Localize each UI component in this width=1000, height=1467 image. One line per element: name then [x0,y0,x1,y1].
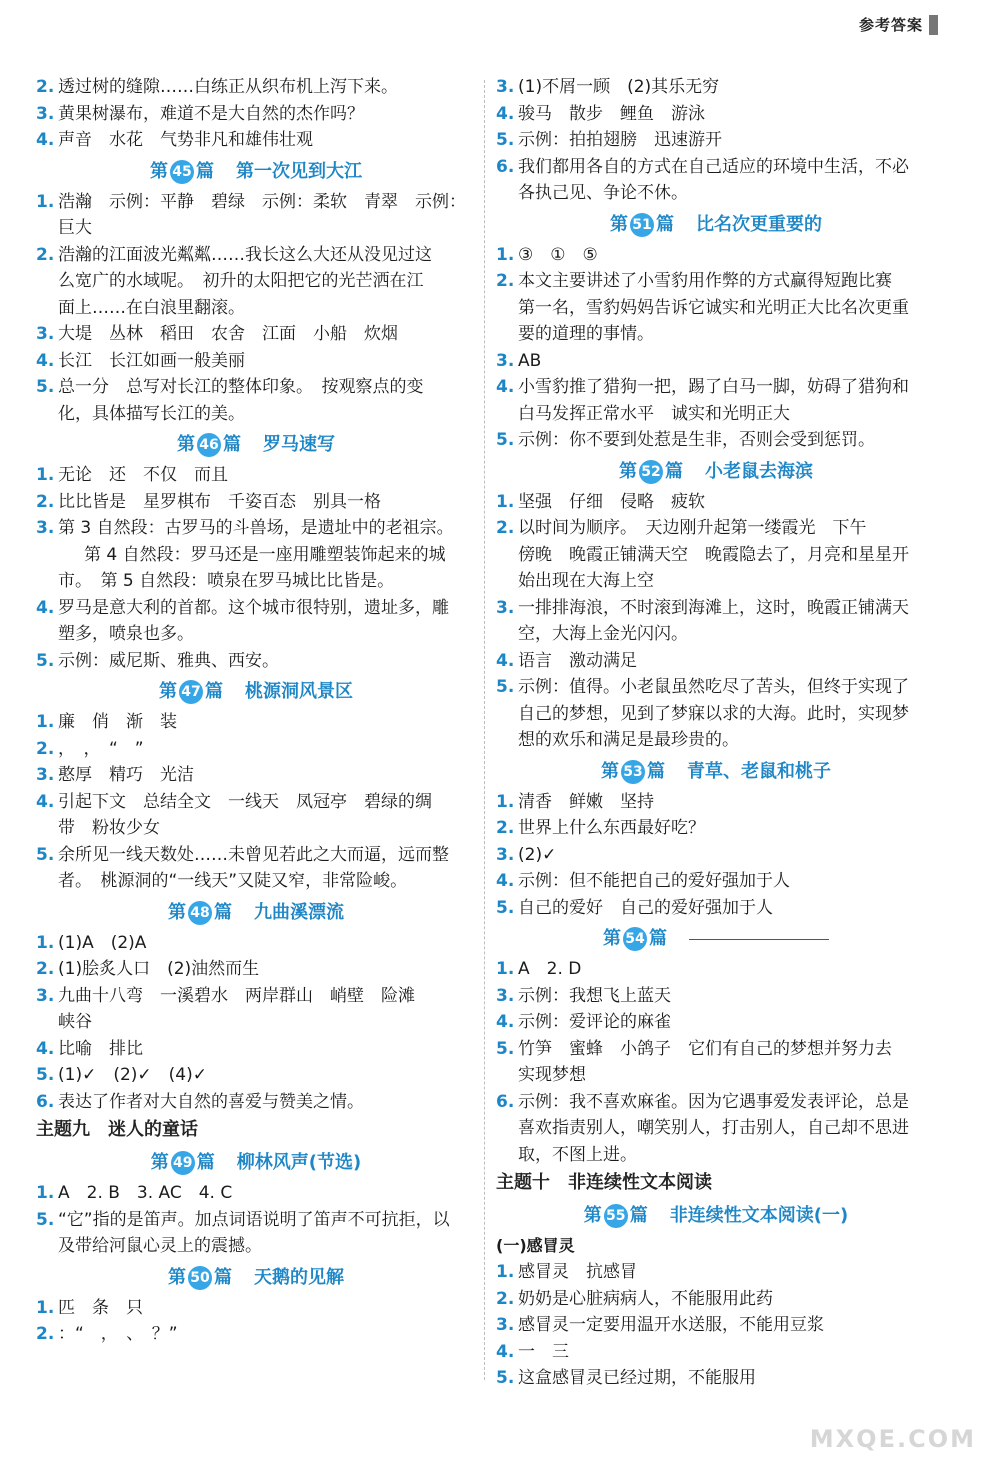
answer-text: AB [518,350,542,371]
answer-text: 我们都用各自的方式在自己适应的环境中生活，不必 [518,156,909,177]
answer-number: 5. [496,130,515,150]
answer-number: 3. [36,103,55,124]
answer-line [36,789,476,816]
answer-line [36,1295,476,1322]
answer-continuation: 峡谷 [58,1012,92,1032]
answer-number: 4. [36,791,55,812]
answer-line [496,127,936,154]
answer-continuation: 市。 第 5 自然段：喷泉在罗马城比比皆是。 [58,571,395,591]
answer-line [36,956,476,983]
section-prefix: 第 [168,901,186,923]
answer-number: 6. [36,1091,55,1112]
answer-line [496,842,936,869]
answer-line [36,189,476,216]
header-label: 参考答案 [858,16,923,34]
answer-number: 2. [36,77,55,97]
answer-line [496,789,936,816]
answer-text: 示例：值得。小老鼠虽然吃尽了苦头，但终于实现了 [518,677,909,697]
answer-continuation: 带 粉妆少女 [58,818,160,838]
answer-number: 5. [36,650,55,671]
section-suffix: 篇 [629,1205,648,1226]
section-heading [496,456,936,487]
answer-text: 坚强 仔细 侵略 疲软 [518,491,705,512]
answer-number: 4. [36,350,55,371]
answer-number: 5. [496,430,515,450]
answer-text: (2)✓ [518,844,557,865]
section-title: 桃源洞风景区 [245,681,353,702]
answer-text: 本文主要讲述了小雪豹用作弊的方式赢得短跑比赛 [518,271,892,291]
answer-number: 1. [496,491,515,512]
answer-continuation: 始出现在大海上空 [518,571,654,591]
answer-number: 2. [36,738,55,759]
section-number-badge: 49 [171,1151,195,1175]
answer-number: 2. [36,244,55,265]
answer-number: 3. [496,844,515,865]
answer-text: 比喻 排比 [58,1038,143,1059]
answer-line [36,127,476,154]
section-title: 小老鼠去海滨 [705,460,813,482]
answer-continuation: 么宽广的水域呢。 初升的太阳把它的光芒洒在江 [58,271,424,291]
answer-text: 世界上什么东西最好吃？ [518,818,705,838]
section-suffix: 篇 [205,681,223,702]
answer-number: 4. [496,103,515,124]
answer-text: 示例：威尼斯、雅典、西安。 [58,650,279,671]
answer-text: (1)脍炙人口 (2)油然而生 [58,959,260,979]
answer-text: ③ ① ⑤ [518,244,598,265]
section-prefix: 第 [603,928,621,949]
answer-line [36,462,476,489]
answer-line [36,242,476,269]
answer-number: 1. [496,791,515,812]
header-marker [929,15,938,35]
answer-line [36,1089,476,1116]
answer-line [496,868,936,895]
answer-line [496,1312,936,1339]
answer-line [36,515,476,542]
section-prefix: 第 [150,1152,169,1173]
answer-continuation: 化，具体描写长江的美。 [58,403,245,424]
answer-number: 5. [496,677,515,697]
answer-text: 竹笋 蜜蜂 小鸽子 它们有自己的梦想并努力去 [518,1038,892,1059]
answer-continuation: 喜欢指责别人，嘲笑别人，打击别人，自己却不思进 [518,1118,909,1138]
answer-number: 3. [496,350,515,371]
section-title: 非连续性文本阅读(一) [669,1205,849,1226]
answer-text: 长江 长江如画一般美丽 [58,350,245,371]
answer-line [496,427,936,454]
answer-line [496,74,936,101]
answer-line [496,1286,936,1313]
answer-line [36,1036,476,1063]
answer-text: 廉 俏 渐 装 [58,712,177,732]
section-number-badge: 53 [621,760,645,784]
answer-number: 5. [36,1209,55,1230]
answer-text: 罗马是意大利的首都。这个城市很特别，遗址多，雕 [58,597,449,618]
theme-heading: 主题九 迷人的童话 [36,1119,198,1140]
section-title: 九曲溪漂流 [254,901,344,923]
answer-line [36,1180,476,1207]
section-prefix: 第 [601,760,619,782]
section-heading [36,676,476,707]
section-suffix: 篇 [665,460,683,482]
answer-number: 5. [36,377,55,397]
answer-line [496,101,936,128]
answer-text: 第 3 自然段：古罗马的斗兽场，是遗址中的老祖宗。 [58,518,454,538]
answer-number: 5. [36,1065,55,1085]
answer-number: 2. [496,1288,515,1309]
section-prefix: 第 [168,1266,186,1288]
answer-number: 1. [36,932,55,953]
answer-number: 4. [496,871,515,891]
answer-text: 余所见一线天数处……未曾见若此之大而逼，远而整 [58,844,449,865]
section-prefix: 第 [583,1205,602,1226]
section-number-badge: 46 [197,433,221,457]
section-number-badge: 45 [170,160,194,184]
answer-continuation: 第一名，雪豹妈妈告诉它诚实和光明正大比名次更重 [518,297,909,318]
section-number-badge: 50 [188,1266,212,1290]
section-title: 天鹅的见解 [254,1266,344,1288]
answer-number: 5. [496,897,515,918]
left-column [36,74,476,1348]
section-heading [496,1200,936,1231]
answer-line [496,1089,936,1116]
answer-line [36,348,476,375]
answer-text: 示例：但不能把自己的爱好强加于人 [518,871,790,891]
answer-text: 奶奶是心脏病病人，不能服用此药 [518,1288,773,1309]
answer-continuation: 取，不图上进。 [518,1144,637,1165]
answer-number: 6. [496,1091,515,1112]
answer-number: 3. [496,597,515,618]
answer-line [496,983,936,1010]
section-number-badge: 47 [179,680,203,704]
answer-text: 清香 鲜嫩 坚持 [518,791,654,812]
section-prefix: 第 [610,213,628,235]
answer-number: 2. [496,818,515,838]
answer-text: 示例：拍拍翅膀 迅速游开 [518,130,722,150]
answer-line [36,1062,476,1089]
answer-number: 3. [496,1315,515,1335]
section-heading [36,897,476,928]
answer-number: 1. [36,1183,55,1203]
answer-text: 自己的爱好 自己的爱好强加于人 [518,897,773,918]
answer-number: 1. [36,712,55,732]
section-number-badge: 51 [630,213,654,237]
answer-continuation: 要的道理的事情。 [518,324,654,344]
section-title: 青草、老鼠和桃子 [687,760,831,782]
answer-text: 无论 还 不仅 而且 [58,465,228,485]
answer-line [496,595,936,622]
answer-text: 比比皆是 星罗棋布 千姿百态 别具一格 [58,491,381,512]
answer-continuation: 及带给河鼠心灵上的震撼。 [58,1236,262,1256]
answer-continuation: 白马发挥正常水平 诚实和光明正大 [518,403,790,424]
answer-text: 总一分 总写对长江的整体印象。 按观察点的变 [58,377,424,397]
answer-line [36,595,476,622]
answer-continuation: 空，大海上金光闪闪。 [518,624,688,644]
blank-title-line [689,925,829,940]
answer-number: 3. [496,985,515,1006]
answer-number: 5. [36,844,55,865]
answer-continuation: 塑多，喷泉也多。 [58,624,194,644]
answer-number: 4. [496,650,515,671]
answer-line [36,983,476,1010]
answer-number: 1. [36,1297,55,1318]
answer-line [496,1009,936,1036]
answer-continuation: 傍晚 晚霞正铺满天空 晚霞隐去了，月亮和星星开 [518,544,909,565]
section-heading [36,1262,476,1293]
answer-text: “它”指的是笛声。加点词语说明了笛声不可抗拒，以 [58,1209,450,1230]
answer-text: 感冒灵 抗感冒 [518,1262,637,1282]
answer-text: 骏马 散步 鲤鱼 游泳 [518,103,705,124]
answer-number: 5. [496,1038,515,1059]
section-heading [36,429,476,460]
answer-number: 1. [496,244,515,265]
answer-number: 4. [496,1012,515,1032]
answer-text: A 2. B 3. AC 4. C [58,1183,233,1203]
answer-line [496,489,936,516]
answer-line [496,1339,936,1366]
answer-text: (1)✓ (2)✓ (4)✓ [58,1065,207,1085]
answer-text: 引起下文 总结全文 一线天 凤冠亭 碧绿的绸 [58,791,432,812]
answer-text: (1)A (2)A [58,932,147,953]
answer-text: ：“ ， 、 ？” [58,1324,178,1344]
answer-line [36,74,476,101]
answer-text: 大堤 丛林 稻田 农舍 江面 小船 炊烟 [58,324,398,344]
answer-text: (1)不屑一顾 (2)其乐无穷 [518,77,720,97]
answer-number: 2. [36,491,55,512]
answer-text: 这盒感冒灵已经过期，不能服用 [518,1368,756,1388]
answer-text: 表达了作者对大自然的喜爱与赞美之情。 [58,1091,364,1112]
section-prefix: 第 [619,460,637,482]
section-suffix: 篇 [214,901,232,923]
answer-number: 1. [496,1262,515,1282]
section-heading [496,923,936,954]
answer-text: 一排排海浪，不时滚到海滩上，这时，晚霞正铺满天 [518,597,909,618]
section-heading [496,209,936,240]
answer-number: 4. [496,1341,515,1362]
section-number-badge: 54 [623,927,647,951]
answer-number: 2. [36,959,55,979]
section-suffix: 篇 [214,1266,232,1288]
answer-line [496,154,936,181]
section-suffix: 篇 [223,434,241,455]
answer-line [36,930,476,957]
answer-number: 3. [36,518,55,538]
answer-text: 示例：我想飞上蓝天 [518,985,671,1006]
answer-line [36,1321,476,1348]
section-heading [36,156,476,187]
answer-line [496,515,936,542]
answer-text: 以时间为顺序。 天边刚升起第一缕霞光 下午 [518,518,867,538]
answer-continuation: 自己的梦想，见到了梦寐以求的大海。此时，实现梦 [518,703,909,724]
answer-line [36,489,476,516]
answer-text: 透过树的缝隙……白练正从织布机上泻下来。 [58,77,398,97]
answer-line [496,1036,936,1063]
answer-number: 2. [496,518,515,538]
section-heading [496,756,936,787]
section-suffix: 篇 [656,213,674,235]
answer-line [496,956,936,983]
section-heading [36,1147,476,1178]
answer-line [36,709,476,736]
answer-number: 2. [36,1324,55,1344]
answer-number: 4. [496,377,515,397]
answer-text: 憨厚 精巧 光洁 [58,765,194,785]
section-prefix: 第 [150,160,168,182]
answer-line [36,648,476,675]
answer-line [36,1207,476,1234]
answer-line [496,674,936,701]
sub-heading: (一)感冒灵 [496,1236,575,1255]
answer-text: 九曲十八弯 一溪碧水 两岸群山 峭壁 险滩 [58,985,415,1006]
section-title: 柳林风声(节选) [236,1152,362,1173]
answer-continuation: 各执己见、争论不休。 [518,183,688,203]
answer-number: 3. [496,77,515,97]
section-suffix: 篇 [647,760,665,782]
answer-line [496,242,936,269]
answer-line [36,321,476,348]
answer-text: 一 三 [518,1341,569,1362]
section-suffix: 篇 [196,160,214,182]
section-title: 罗马速写 [263,434,335,455]
answer-continuation: 第 4 自然段：罗马还是一座用雕塑装饰起来的城 [84,544,446,565]
answer-number: 4. [36,597,55,618]
answer-line [496,1259,936,1286]
answer-number: 3. [36,985,55,1006]
answer-line [36,762,476,789]
section-number-badge: 52 [639,460,663,484]
answer-number: 1. [496,959,515,979]
answer-number: 1. [36,465,55,485]
watermark: MXQE.COM [809,1425,976,1453]
answer-text: 浩瀚 示例：平静 碧绿 示例：柔软 青翠 示例： [58,191,466,212]
answer-continuation: 想的欢乐和满足是最珍贵的。 [518,730,739,750]
answer-text: ， ， “ ” [58,738,144,759]
answer-line [496,1365,936,1392]
answer-text: 小雪豹推了猎狗一把，踢了白马一脚，妨碍了猎狗和 [518,377,909,397]
answer-number: 4. [36,130,55,150]
section-number-badge: 48 [188,901,212,925]
answer-line [496,374,936,401]
section-title: 比名次更重要的 [696,213,822,235]
answer-continuation: 巨大 [58,218,92,238]
answer-line [496,895,936,922]
section-suffix: 篇 [649,928,667,949]
answer-line [36,101,476,128]
answer-number: 1. [36,191,55,212]
answer-continuation: 者。 桃源洞的“一线天”又陡又窄，非常险峻。 [58,871,408,891]
answer-number: 5. [496,1368,515,1388]
answer-line [496,815,936,842]
answer-text: 示例：我不喜欢麻雀。因为它遇事爱发表评论，总是 [518,1091,909,1112]
right-column [496,74,936,1392]
answer-text: 声音 水花 气势非凡和雄伟壮观 [58,130,313,150]
answer-text: 黄果树瀑布，难道不是大自然的杰作吗？ [58,103,364,124]
answer-text: 示例：你不要到处惹是生非，否则会受到惩罚。 [518,430,875,450]
answer-number: 2. [496,271,515,291]
section-suffix: 篇 [196,1152,215,1173]
answer-continuation: 面上……在白浪里翻滚。 [58,297,245,318]
answer-line [496,268,936,295]
theme-heading: 主题十 非连续性文本阅读 [496,1172,712,1193]
answer-line [496,648,936,675]
section-prefix: 第 [177,434,195,455]
page-header [859,14,938,35]
answer-number: 3. [36,765,55,785]
answer-text: 示例：爱评论的麻雀 [518,1012,671,1032]
answer-text: 语言 激动满足 [518,650,637,671]
answer-number: 4. [36,1038,55,1059]
answer-line [36,374,476,401]
section-title: 第一次见到大江 [236,160,362,182]
section-prefix: 第 [159,681,177,702]
answer-text: 感冒灵一定要用温开水送服，不能用豆浆 [518,1315,824,1335]
answer-number: 6. [496,156,515,177]
section-number-badge: 55 [604,1204,628,1228]
answer-number: 3. [36,324,55,344]
answer-text: 匹 条 只 [58,1297,143,1318]
answer-continuation: 实现梦想 [518,1065,586,1085]
answer-text: A 2. D [518,959,582,979]
column-divider [484,80,485,1380]
answer-line [36,736,476,763]
answer-line [36,842,476,869]
answer-text: 浩瀚的江面波光粼粼……我长这么大还从没见过这 [58,244,432,265]
answer-line [496,348,936,375]
